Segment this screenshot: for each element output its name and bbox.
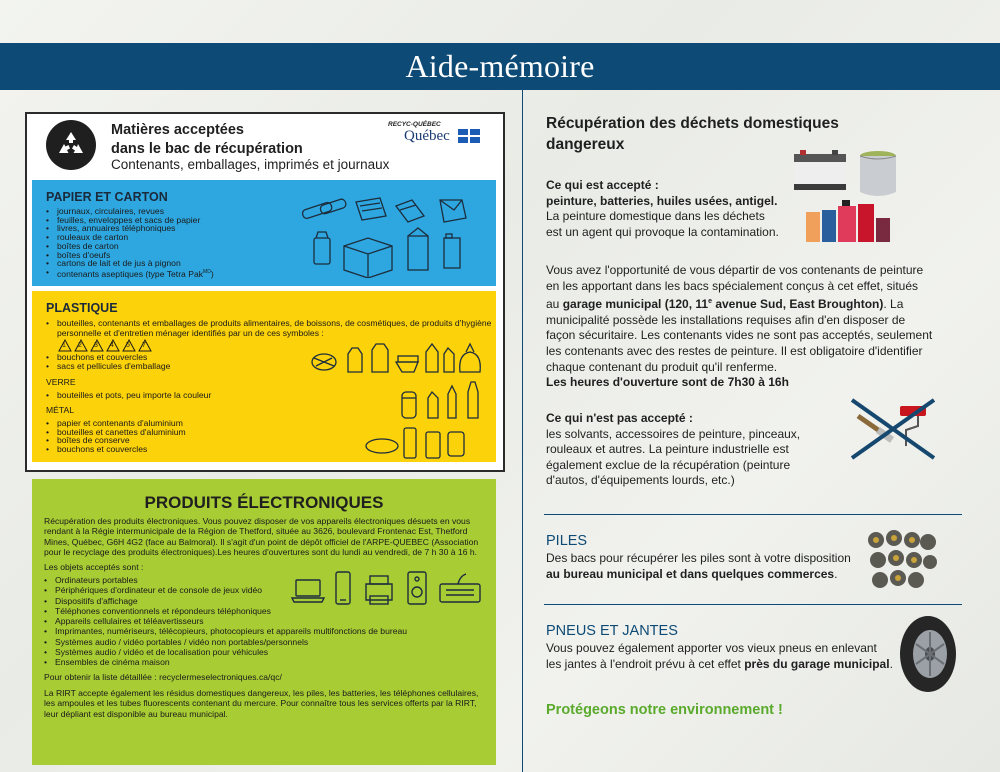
batteries-text [546, 551, 851, 582]
garage-address: garage municipal (120, 11 [562, 297, 709, 312]
accepted-label: Ce qui est accepté : [546, 178, 659, 192]
list-item: • Ensembles de cinéma maison [42, 657, 407, 667]
accepted-note-1: La peinture domestique dans les déchets [546, 209, 765, 224]
paper-list [44, 207, 214, 278]
refused-line: également exclue de la récupération (peinture [546, 457, 791, 472]
electronics-intro: Récupération des produits électroniques. Vous pouvez disposer de vos appareils électroniques désuets en vous rendant à la Régie intermunicipale de la Région de Thetford, située au 3626, boulevard Frontenac Est, Thetford Mines, Québec, G6H 4G2 (face au Balmoral). Il s'agit d'un point de dépôt officiel de l'ARPE-QUEBEC (Association pour le recyclage des produits électroniques).Les heures d'ouvertures sont du lundi au vendredi, de 7 h 30 à 16 h. [44, 516, 479, 558]
list-item: • livres, annuaires téléphoniques [44, 224, 214, 233]
page-title: Aide-mémoire [405, 48, 595, 84]
paragraph-line: les contenants avec des restes de peinture. Il est obligatoire d'identifier [546, 343, 923, 358]
plastic-list [44, 353, 170, 370]
section-divider [544, 604, 962, 605]
tires-text [546, 641, 893, 672]
electronics-list-label: Les objets acceptés sont : [44, 562, 144, 572]
column-divider [522, 90, 523, 772]
paragraph-line: en les apportant dans les bacs spécialement conçus à cet effet, situés [546, 278, 918, 293]
accepted-title-line1: Matières acceptées [111, 122, 244, 138]
list-item: • Imprimantes, numériseurs, télécopieurs, photocopieurs et appareils multifonctions de bureau [42, 626, 407, 636]
paragraph-line: municipalité possède les installations requises afin d'en disposer de [546, 312, 906, 327]
paragraph-line: Vous avez l'opportunité de vous départir de vos contenants de peinture [546, 263, 924, 277]
accepted-items: peinture, batteries, huiles usées, antigel. [546, 193, 778, 208]
hazardous-title-line1: Récupération des déchets domestiques [546, 115, 839, 132]
accepted-materials-title [111, 121, 371, 159]
list-item: • bouchons et couvercles [44, 353, 170, 362]
tires-heading: PNEUS ET JANTES [546, 623, 678, 639]
quebec-flag-icon [458, 129, 480, 143]
paragraph-line: façon sécuritaire. Les contenants vides ne sont pas acceptés, seulement [546, 328, 933, 343]
paragraph-line: au garage municipal (120, 11e avenue Sud, East Broughton). La [546, 297, 904, 312]
list-item: • boîtes de carton [44, 242, 214, 251]
batteries-icon [866, 528, 938, 590]
batteries-line: au bureau municipal et dans quelques commerces. [546, 566, 838, 581]
not-accepted-brushes-icon [848, 396, 938, 462]
metal-list [44, 419, 186, 454]
list-item: • Appareils cellulaires et téléavertisseurs [42, 616, 407, 626]
symbol-number: 5 [126, 342, 130, 349]
list-item: • Périphériques d'ordinateur et de console de jeux vidéo [42, 585, 407, 595]
accepted-note-2: est un agent qui provoque la contamination. [546, 224, 779, 239]
tire-icon [896, 614, 958, 694]
hazardous-title-line2: dangereux [546, 136, 625, 153]
symbol-number: 7 [142, 342, 146, 349]
slogan: Protégeons notre environnement ! [546, 702, 783, 718]
list-item: • boîtes de conserve [44, 436, 186, 445]
refused-line: les solvants, accessoires de peinture, pinceaux, [546, 426, 801, 441]
refused-label: Ce qui n'est pas accepté : [546, 411, 693, 425]
paint-drop-off-paragraph [546, 263, 966, 391]
hazardous-products-illustration [792, 148, 904, 246]
symbol-number: 2 [78, 342, 82, 349]
list-item: • boîtes d'oeufs [44, 251, 214, 260]
list-item: • feuilles, enveloppes et sacs de papier [44, 216, 214, 225]
list-item: • bouchons et couvercles [44, 445, 186, 454]
batteries-line: Des bacs pour récupérer les piles sont à votre disposition [546, 551, 851, 565]
list-item: • cartons de lait et de jus à pignon [44, 259, 214, 268]
refused-block [546, 411, 800, 489]
recyc-quebec-label: RECYC-QUÉBEC [388, 121, 441, 128]
list-item: • papier et contenants d'aluminium [44, 419, 186, 428]
plastic-glass-metal-illustration [308, 338, 494, 460]
list-item: • contenants aseptiques (type Tetra Pak$^{MD}$) [44, 268, 214, 279]
list-item: • rouleaux de carton [44, 233, 214, 242]
list-item: • sacs et pellicules d'emballage [44, 362, 170, 371]
glass-label: VERRE [46, 377, 76, 387]
paper-heading: PAPIER ET CARTON [46, 190, 168, 204]
list-item: • Dispositifs d'affichage [42, 596, 407, 606]
electronics-link: Pour obtenir la liste détaillée : recyclermeselectroniques.ca/qc/ [44, 672, 282, 682]
electronics-illustration [290, 570, 486, 608]
paper-items-illustration [296, 192, 486, 278]
accepted-block [546, 178, 779, 240]
recycle-icon [46, 120, 96, 170]
glass-list [44, 391, 211, 400]
symbol-number: 3 [94, 342, 98, 349]
batteries-heading: PILES [546, 533, 588, 549]
symbol-number: 4 [110, 342, 114, 349]
list-item: • bouteilles et canettes d'aluminium [44, 428, 186, 437]
metal-label: MÉTAL [46, 405, 75, 415]
list-item: • Systèmes audio / vidéo et de localisation pour véhicules [42, 647, 407, 657]
accepted-materials-subtitle: Contenants, emballages, imprimés et journaux [111, 157, 390, 172]
list-item: • journaux, circulaires, revues [44, 207, 214, 216]
opening-hours: Les heures d'ouverture sont de 7h30 à 16h [546, 375, 789, 390]
tires-line: Vous pouvez également apporter vos vieux pneus en enlevant [546, 641, 877, 655]
list-item: • Systèmes audio / vidéo portables / vidéo non portables/personnels [42, 637, 407, 647]
symbol-number: 1 [62, 342, 66, 349]
electronics-footer: La RIRT accepte également les résidus domestiques dangereux, les piles, les batteries, les téléphones cellulaires, les ampoules et les tubes fluorescents contenant du mercure. Pour connaître tous les services offerts par la RIRT, leur dépliant est disponible au bureau municipal. [44, 688, 479, 719]
accepted-title-line2: dans le bac de récupération [111, 141, 303, 157]
section-divider [544, 514, 962, 515]
quebec-logo-text: Québec [404, 128, 450, 144]
plastic-symbols [58, 339, 258, 353]
plastic-heading: PLASTIQUE [46, 301, 118, 315]
electronics-title: PRODUITS ÉLECTRONIQUES [144, 493, 384, 512]
refused-line: d'autos, d'équipements lourds, etc.) [546, 473, 735, 488]
list-item: • bouteilles et pots, peu importe la couleur [44, 391, 211, 400]
list-item: • Ordinateurs portables [42, 575, 407, 585]
refused-line: rouleaux et autres. La peinture industrielle est [546, 442, 789, 457]
list-item: • Téléphones conventionnels et répondeurs téléphoniques [42, 606, 407, 616]
tires-line: les jantes à l'endroit prévu à cet effet près du garage municipal. [546, 656, 893, 671]
paragraph-line: chaque contenant du produit qu'il renferme. [546, 359, 778, 374]
plastic-intro: • bouteilles, contenants et emballages de produits alimentaires, de boissons, de cosmétiques, de produits d'hygiène personnelle et d'entretien ménager identifiés par un de ces symboles : [57, 318, 497, 338]
